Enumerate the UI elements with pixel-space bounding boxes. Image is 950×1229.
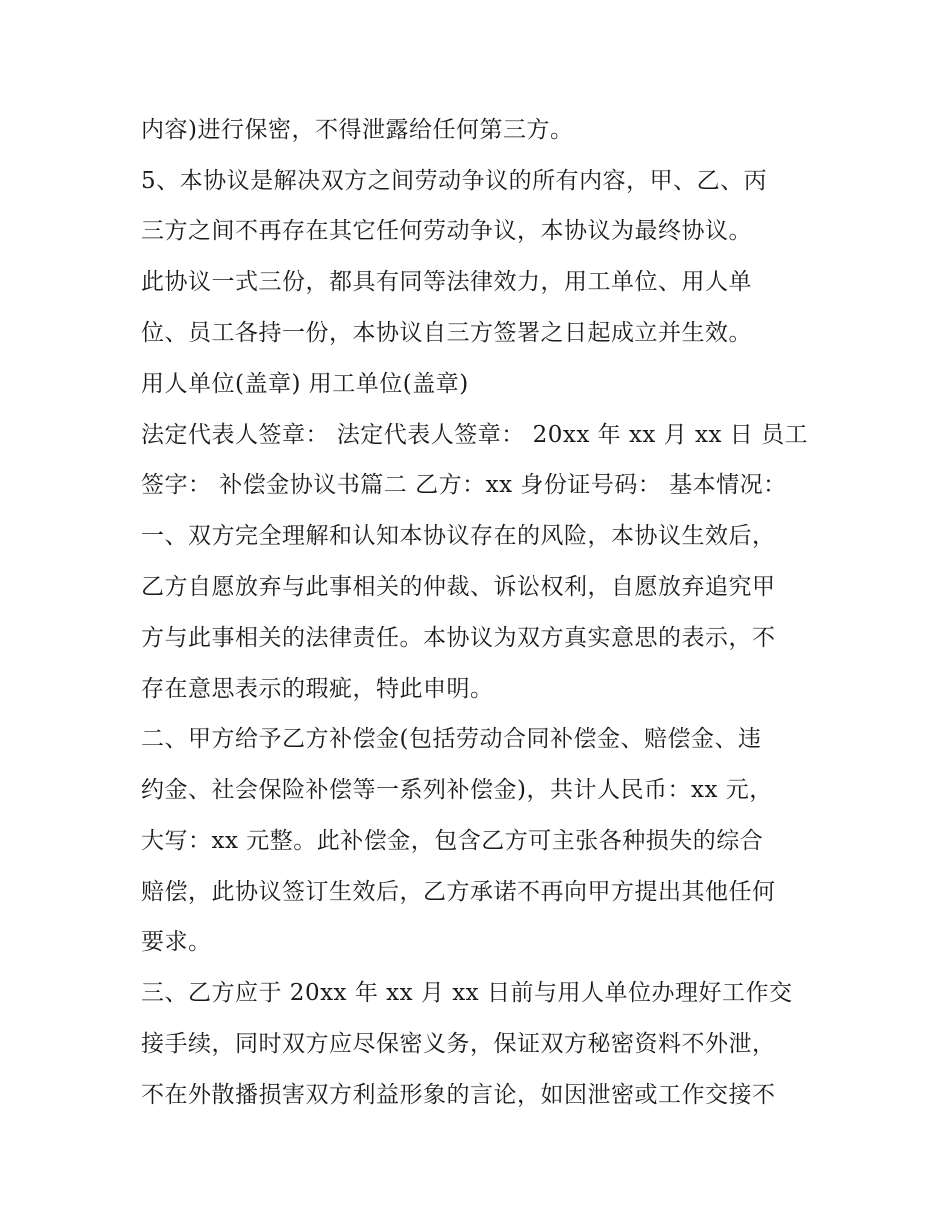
text-line-2: 5、本协议是解决双方之间劳动争议的所有内容，甲、乙、丙 — [141, 168, 768, 194]
text-line-19: 接手续，同时双方应尽保密义务，保证双方秘密资料不外泄， — [141, 1031, 776, 1057]
text-line-7: 法定代表人签章： 法定代表人签章： 20xx 年 xx 月 xx 日 员工 — [141, 422, 809, 448]
text-line-11: 方与此事相关的法律责任。本协议为双方真实意思的表示，不 — [141, 625, 776, 651]
text-line-4: 此协议一式三份，都具有同等法律效力，用工单位、用人单 — [141, 269, 752, 295]
text-line-3: 三方之间不再存在其它任何劳动争议，本协议为最终协议。 — [141, 218, 752, 244]
text-line-8: 签字： 补偿金协议书篇二 乙方：xx 身份证号码： 基本情况： — [141, 472, 787, 498]
text-line-12: 存在意思表示的瑕疵，特此申明。 — [141, 676, 494, 702]
text-line-17: 要求。 — [141, 929, 212, 955]
text-line-15: 大写：xx 元整。此补偿金，包含乙方可主张各种损失的综合 — [141, 828, 764, 854]
text-line-5: 位、员工各持一份，本协议自三方签署之日起成立并生效。 — [141, 320, 752, 346]
text-line-10: 乙方自愿放弃与此事相关的仲裁、诉讼权利，自愿放弃追究甲 — [141, 574, 776, 600]
text-line-13: 二、甲方给予乙方补偿金(包括劳动合同补偿金、赔偿金、违 — [141, 726, 762, 752]
text-line-20: 不在外散播损害双方利益形象的言论，如因泄密或工作交接不 — [141, 1082, 776, 1108]
text-line-16: 赔偿，此协议签订生效后，乙方承诺不再向甲方提出其他任何 — [141, 879, 776, 905]
text-line-6: 用人单位(盖章) 用工单位(盖章) — [141, 371, 469, 397]
text-line-14: 约金、社会保险补偿等一系列补偿金)，共计人民币：xx 元， — [141, 777, 773, 803]
text-line-9: 一、双方完全理解和认知本协议存在的风险，本协议生效后， — [141, 523, 776, 549]
text-line-1: 内容)进行保密，不得泄露给任何第三方。 — [141, 117, 574, 143]
text-line-18: 三、乙方应于 20xx 年 xx 月 xx 日前与用人单位办理好工作交 — [141, 980, 793, 1006]
